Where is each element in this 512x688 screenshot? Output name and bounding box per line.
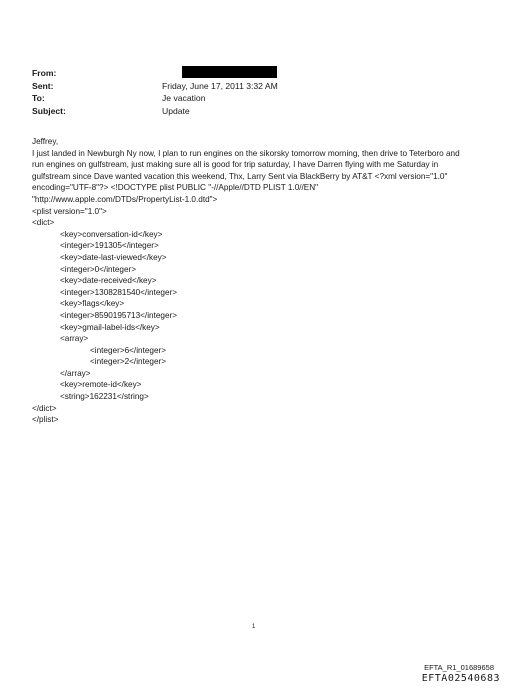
body-line: <dict> <box>32 218 55 228</box>
body-line: gulfstream since Dave wanted vacation this weekend, Thx, Larry Sent via BlackBerry by AT&T <?xml version="1.0" <box>32 171 448 181</box>
redaction-box <box>182 66 277 78</box>
plist-line: <integer>191305</integer> <box>60 241 159 251</box>
body-line: run engines on gulfstream, just making sure all is good for trip saturday, I have Darren flying with me Saturday in <box>32 160 439 170</box>
bates-number-large: EFTA02540683 <box>421 673 500 684</box>
to-value: Je vacation <box>162 93 206 103</box>
subject-value: Update <box>162 105 190 116</box>
closing-line: </dict> <box>32 403 57 413</box>
subject-row <box>32 105 472 118</box>
plist-line: <key>date-received</key> <box>60 276 157 286</box>
plist-line: <array> <box>60 334 89 344</box>
plist-line: <integer>1308281540</integer> <box>60 287 178 297</box>
plist-line: <key>date-last-viewed</key> <box>60 252 167 262</box>
plist-line: <string>162231</string> <box>60 392 149 402</box>
from-row <box>32 67 472 80</box>
plist-line: <key>flags</key> <box>60 299 125 309</box>
plist-line: <integer>8590195713</integer> <box>60 310 178 320</box>
sent-label: Sent: <box>32 80 54 91</box>
sent-value: Friday, June 17, 2011 3:32 AM <box>162 80 278 91</box>
body-line: <plist version="1.0"> <box>32 206 107 216</box>
body-line: Jeffrey, <box>32 137 59 146</box>
array-line: <integer>6</integer> <box>90 345 167 355</box>
to-label: To: <box>32 93 45 103</box>
email-header <box>32 67 472 117</box>
body-line: "http://www.apple.com/DTDs/PropertyList-1.0.dtd"> <box>32 194 218 204</box>
to-row <box>32 92 472 105</box>
plist-line: <integer>0</integer> <box>60 264 137 274</box>
body-line: encoding="UTF-8"?> <!DOCTYPE plist PUBLIC "-//Apple//DTD PLIST 1.0//EN" <box>32 183 319 193</box>
plist-line: <key>remote-id</key> <box>60 380 142 390</box>
subject-label: Subject: <box>32 105 66 116</box>
plist-line: <key>conversation-id</key> <box>60 229 163 239</box>
page-number: 1 <box>252 624 256 630</box>
bates-number-small: EFTA_R1_01689658 <box>424 663 494 672</box>
sent-row <box>32 80 472 93</box>
plist-line: <key>gmail-label-ids</key> <box>60 322 160 332</box>
from-label: From: <box>32 68 57 78</box>
closing-line: </plist> <box>32 415 59 425</box>
plist-line: </array> <box>60 368 91 378</box>
email-body <box>32 136 484 426</box>
body-line: I just landed in Newburgh Ny now, I plan to run engines on the sikorsky tomorrow morning, then drive to Teterboro and <box>32 148 460 158</box>
array-line: <integer>2</integer> <box>90 357 167 367</box>
